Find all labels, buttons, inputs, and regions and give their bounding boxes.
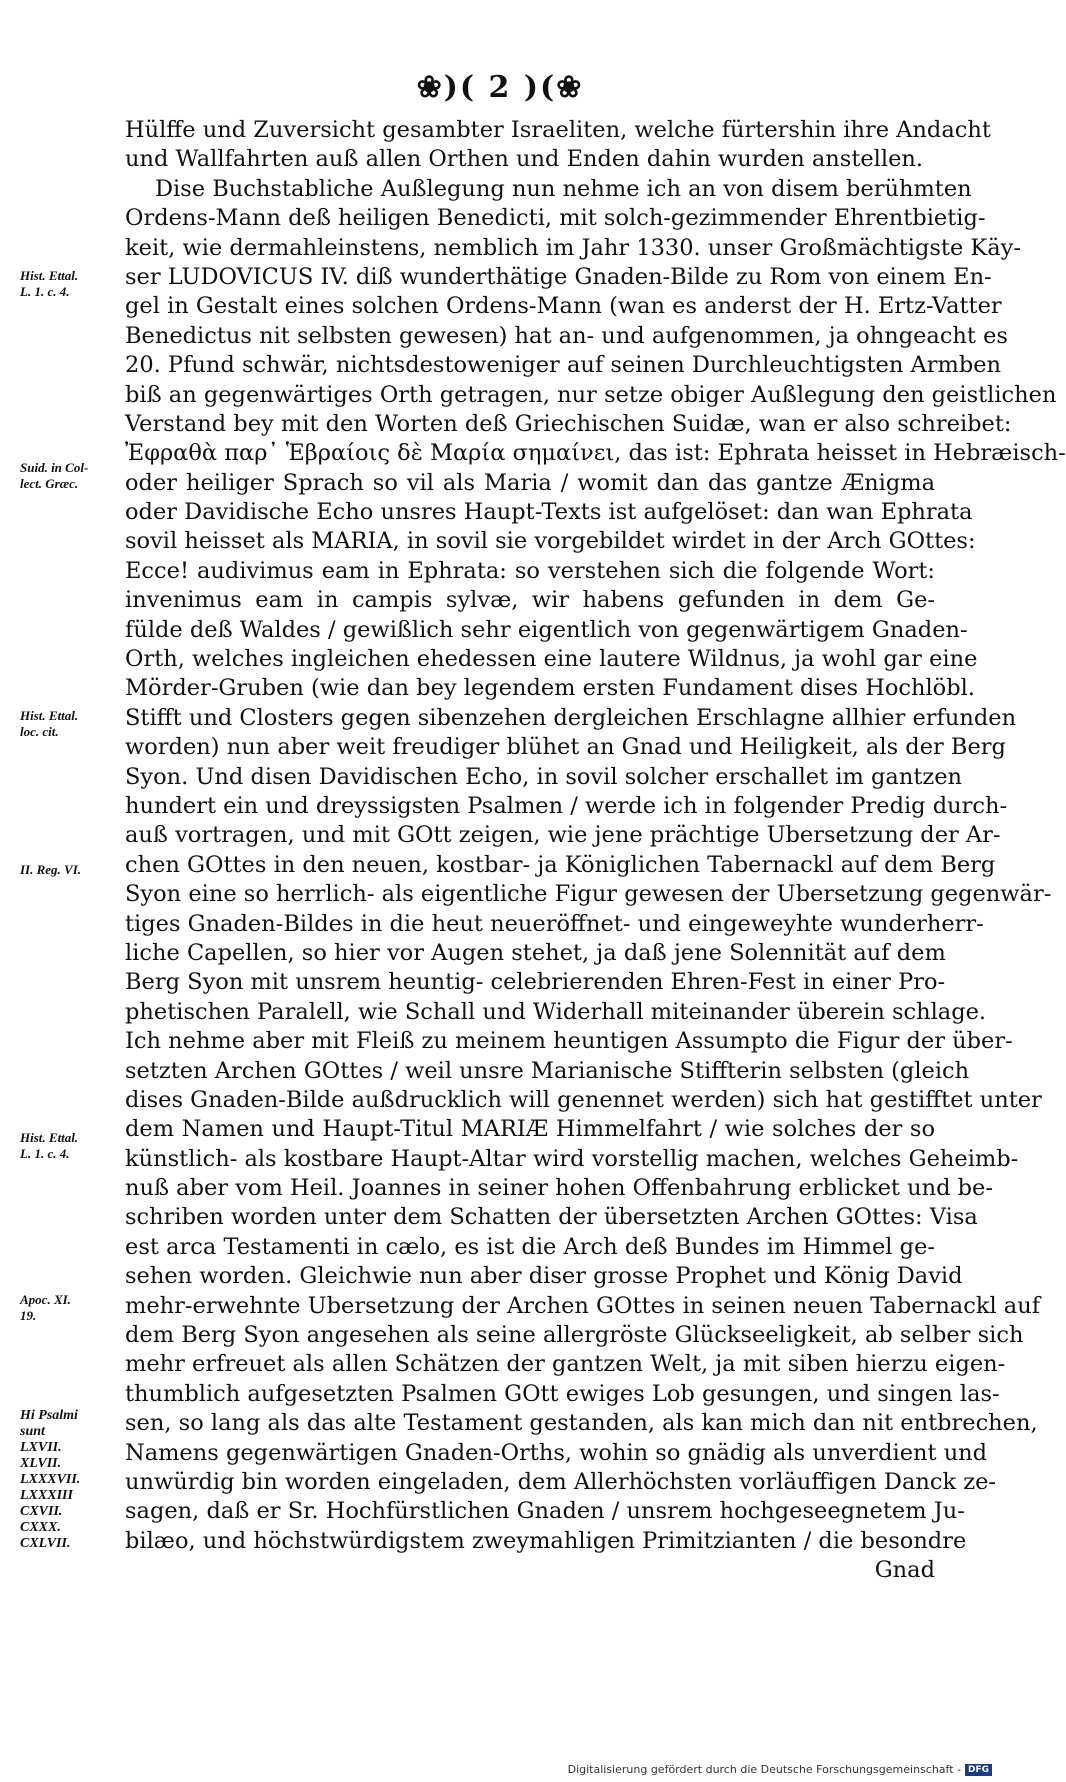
margin-note-hist-ettal-loc: Hist. Ettal. loc. cit. (20, 708, 79, 739)
text-line: mehr-erwehnte Ubersetzung der Archen GOttes in seinen neuen Tabernackl auf (125, 1292, 1041, 1319)
margin-note-suidas: Suid. in Col- lect. Græc. (20, 460, 89, 491)
text-line: fülde deß Waldes / gewißlich sehr eigentlich von gegenwärtigem Gnaden- (125, 616, 968, 643)
text-line: und Wallfahrten auß allen Orthen und Enden dahin wurden anstellen. (125, 146, 924, 173)
footer-text: Digitalisierung gefördert durch die Deutsche Forschungsgemeinschaft - (567, 1763, 961, 1776)
margin-note-hist-ettal-2: Hist. Ettal. L. 1. c. 4. (20, 1130, 79, 1161)
text-line: Hülffe und Zuversicht gesambter Israeliten, welche fürtershin ihre Andacht (125, 117, 991, 143)
margin-note-apoc: Apoc. XI. 19. (20, 1292, 71, 1323)
text-line: dem Namen und Haupt-Titul MARIÆ Himmelfahrt / wie solches der so (125, 1116, 935, 1143)
text-line: unwürdig bin worden eingeladen, dem Allerhöchsten vorläuffigen Danck ze- (125, 1468, 997, 1495)
text-line: invenimus eam in campis sylvæ, wir habens gefunden in dem Ge- (125, 587, 935, 614)
text-line: hundert ein und dreyssigsten Psalmen / werde ich in folgender Predig durch- (125, 792, 1008, 819)
text-line: ser LUDOVICUS IV. diß wunderthätige Gnaden-Bilde zu Rom von einem En- (125, 263, 992, 290)
text-line: tiges Gnaden-Bildes in die heut neueröffnet- und eingeweyhte wunderherr- (125, 910, 984, 937)
text-line: Syon eine so herrlich- als eigentliche Figur gewesen der Ubersetzung gegenwär- (125, 881, 1052, 908)
page-number-header: ❀)( 2 )(❀ (416, 70, 584, 105)
text-line: keit, wie dermahleinstens, nemblich im Jahr 1330. unser Großmächtigste Käy- (125, 234, 1021, 261)
text-line: Orth, welches ingleichen ehedessen eine lautere Wildnus, ja wohl gar eine (125, 646, 978, 673)
dfg-logo: DFG (965, 1764, 992, 1776)
text-line: Benedictus nit selbsten gewesen) hat an- und aufgenommen, ja ohngeacht es (125, 322, 1008, 349)
margin-note-psalmi: Hi Psalmi sunt LXVII. XLVII. LXXXVII. LXXXIII CXVII. CXXX. CXLVII. (20, 1408, 81, 1551)
text-line: phetischen Paralell, wie Schall und Widerhall miteinander überein schlage. (125, 998, 987, 1025)
catchword: Gnad (874, 1557, 935, 1584)
text-line: mehr erfreuet als allen Schätzen der gantzen Welt, ja mit siben hierzu eigen- (125, 1351, 1006, 1378)
text-line: sehen worden. Gleichwie nun aber diser grosse Prophet und König David (125, 1263, 963, 1290)
text-line: biß an gegenwärtiges Orth getragen, nur setze obiger Außlegung den geistlichen (125, 381, 1057, 408)
margin-note-hist-ettal: Hist. Ettal. L. 1. c. 4. (20, 268, 79, 299)
digitization-footer (568, 1763, 992, 1776)
text-line: dem Berg Syon angesehen als seine allergröste Glückseeligkeit, ab selber sich (125, 1322, 1024, 1349)
text-line: chen GOttes in den neuen, kostbar- ja Königlichen Tabernackl auf dem Berg (125, 851, 996, 878)
text-line: schriben worden unter dem Schatten der übersetzten Archen GOttes: Visa (125, 1204, 978, 1231)
body-text (125, 116, 1066, 1586)
text-line: oder heiliger Sprach so vil als Maria / womit dan das gantze Ænigma (125, 469, 935, 496)
text-line: est arca Testamenti in cælo, es ist die Arch deß Bundes im Himmel ge- (125, 1233, 935, 1260)
text-line: sagen, daß er Sr. Hochfürstlichen Gnaden / unsrem hochgeseegnetem Ju- (125, 1498, 965, 1525)
text-line: bilæo, und höchstwürdigstem zweymahligen Primitzianten / die besondre (125, 1527, 967, 1554)
text-line: auß vortragen, und mit GOtt zeigen, wie jene prächtige Ubersetzung der Ar- (125, 822, 1001, 849)
text-line: künstlich- als kostbare Haupt-Altar wird vorstellig machen, welches Geheimb- (125, 1145, 1019, 1172)
text-line: Stifft und Closters gegen sibenzehen dergleichen Erschlagne allhier erfunden (125, 704, 1017, 731)
text-line: 20. Pfund schwär, nichtsdestoweniger auf seinen Durchleuchtigsten Armben (125, 352, 1002, 379)
text-line: dises Gnaden-Bilde außdrucklich will genennet werden) sich hat gestifftet unter (125, 1086, 1042, 1113)
text-line: Ich nehme aber mit Fleiß zu meinem heuntigen Assumpto die Figur der über- (125, 1028, 1013, 1055)
text-line: liche Capellen, so hier vor Augen stehet, ja daß jene Solennität auf dem (125, 939, 946, 966)
text-line: Dise Buchstabliche Außlegung nun nehme ich an von disem berühmten (155, 175, 972, 202)
text-line: Berg Syon mit unsrem heuntig- celebrierenden Ehren-Fest in einer Pro- (125, 969, 946, 996)
text-line: Ordens-Mann deß heiligen Benedicti, mit solch-gezimmender Ehrentbietig- (125, 205, 986, 232)
text-line: setzten Archen GOttes / weil unsre Marianische Stiffterin selbsten (gleich (125, 1057, 970, 1084)
text-line: Namens gegenwärtigen Gnaden-Orths, wohin so gnädig als unverdient und (125, 1439, 988, 1466)
text-line: thumblich aufgesetzten Psalmen GOtt ewiges Lob gesungen, und singen las- (125, 1380, 1000, 1407)
text-line: Syon. Und disen Davidischen Echo, in sovil solcher erschallet im gantzen (125, 763, 963, 790)
text-line: worden) nun aber weit freudiger blühet an Gnad und Heiligkeit, als der Berg (125, 734, 1006, 761)
text-line: gel in Gestalt eines solchen Ordens-Mann (wan es anderst der H. Ertz-Vatter (125, 293, 1002, 320)
text-line: Verstand bey mit den Worten deß Griechischen Suidæ, wan er also schreibet: (125, 410, 1012, 437)
text-line: sovil heisset als MARIA, in sovil sie vorgebildet wirdet in der Arch GOttes: (125, 528, 976, 555)
margin-note-reg: II. Reg. VI. (20, 862, 82, 877)
text-line: Ecce! audivimus eam in Ephrata: so verstehen sich die folgende Wort: (125, 557, 935, 584)
text-line: Ἐφραθὰ παρ᾽ Ἑβραίοις δὲ Μαρία σημαίνει, das ist: Ephrata heisset in Hebræisch- (125, 440, 1066, 467)
text-line: nuß aber vom Heil. Joannes in seiner hohen Offenbahrung erblicket und be- (125, 1175, 993, 1202)
text-line: Mörder-Gruben (wie dan bey legendem ersten Fundament dises Hochlöbl. (125, 675, 975, 702)
text-line: sen, so lang als das alte Testament gestanden, als kan mich dan nit entbrechen, (125, 1410, 1038, 1437)
text-line: oder Davidische Echo unsres Haupt-Texts ist aufgelöset: dan wan Ephrata (125, 499, 973, 526)
